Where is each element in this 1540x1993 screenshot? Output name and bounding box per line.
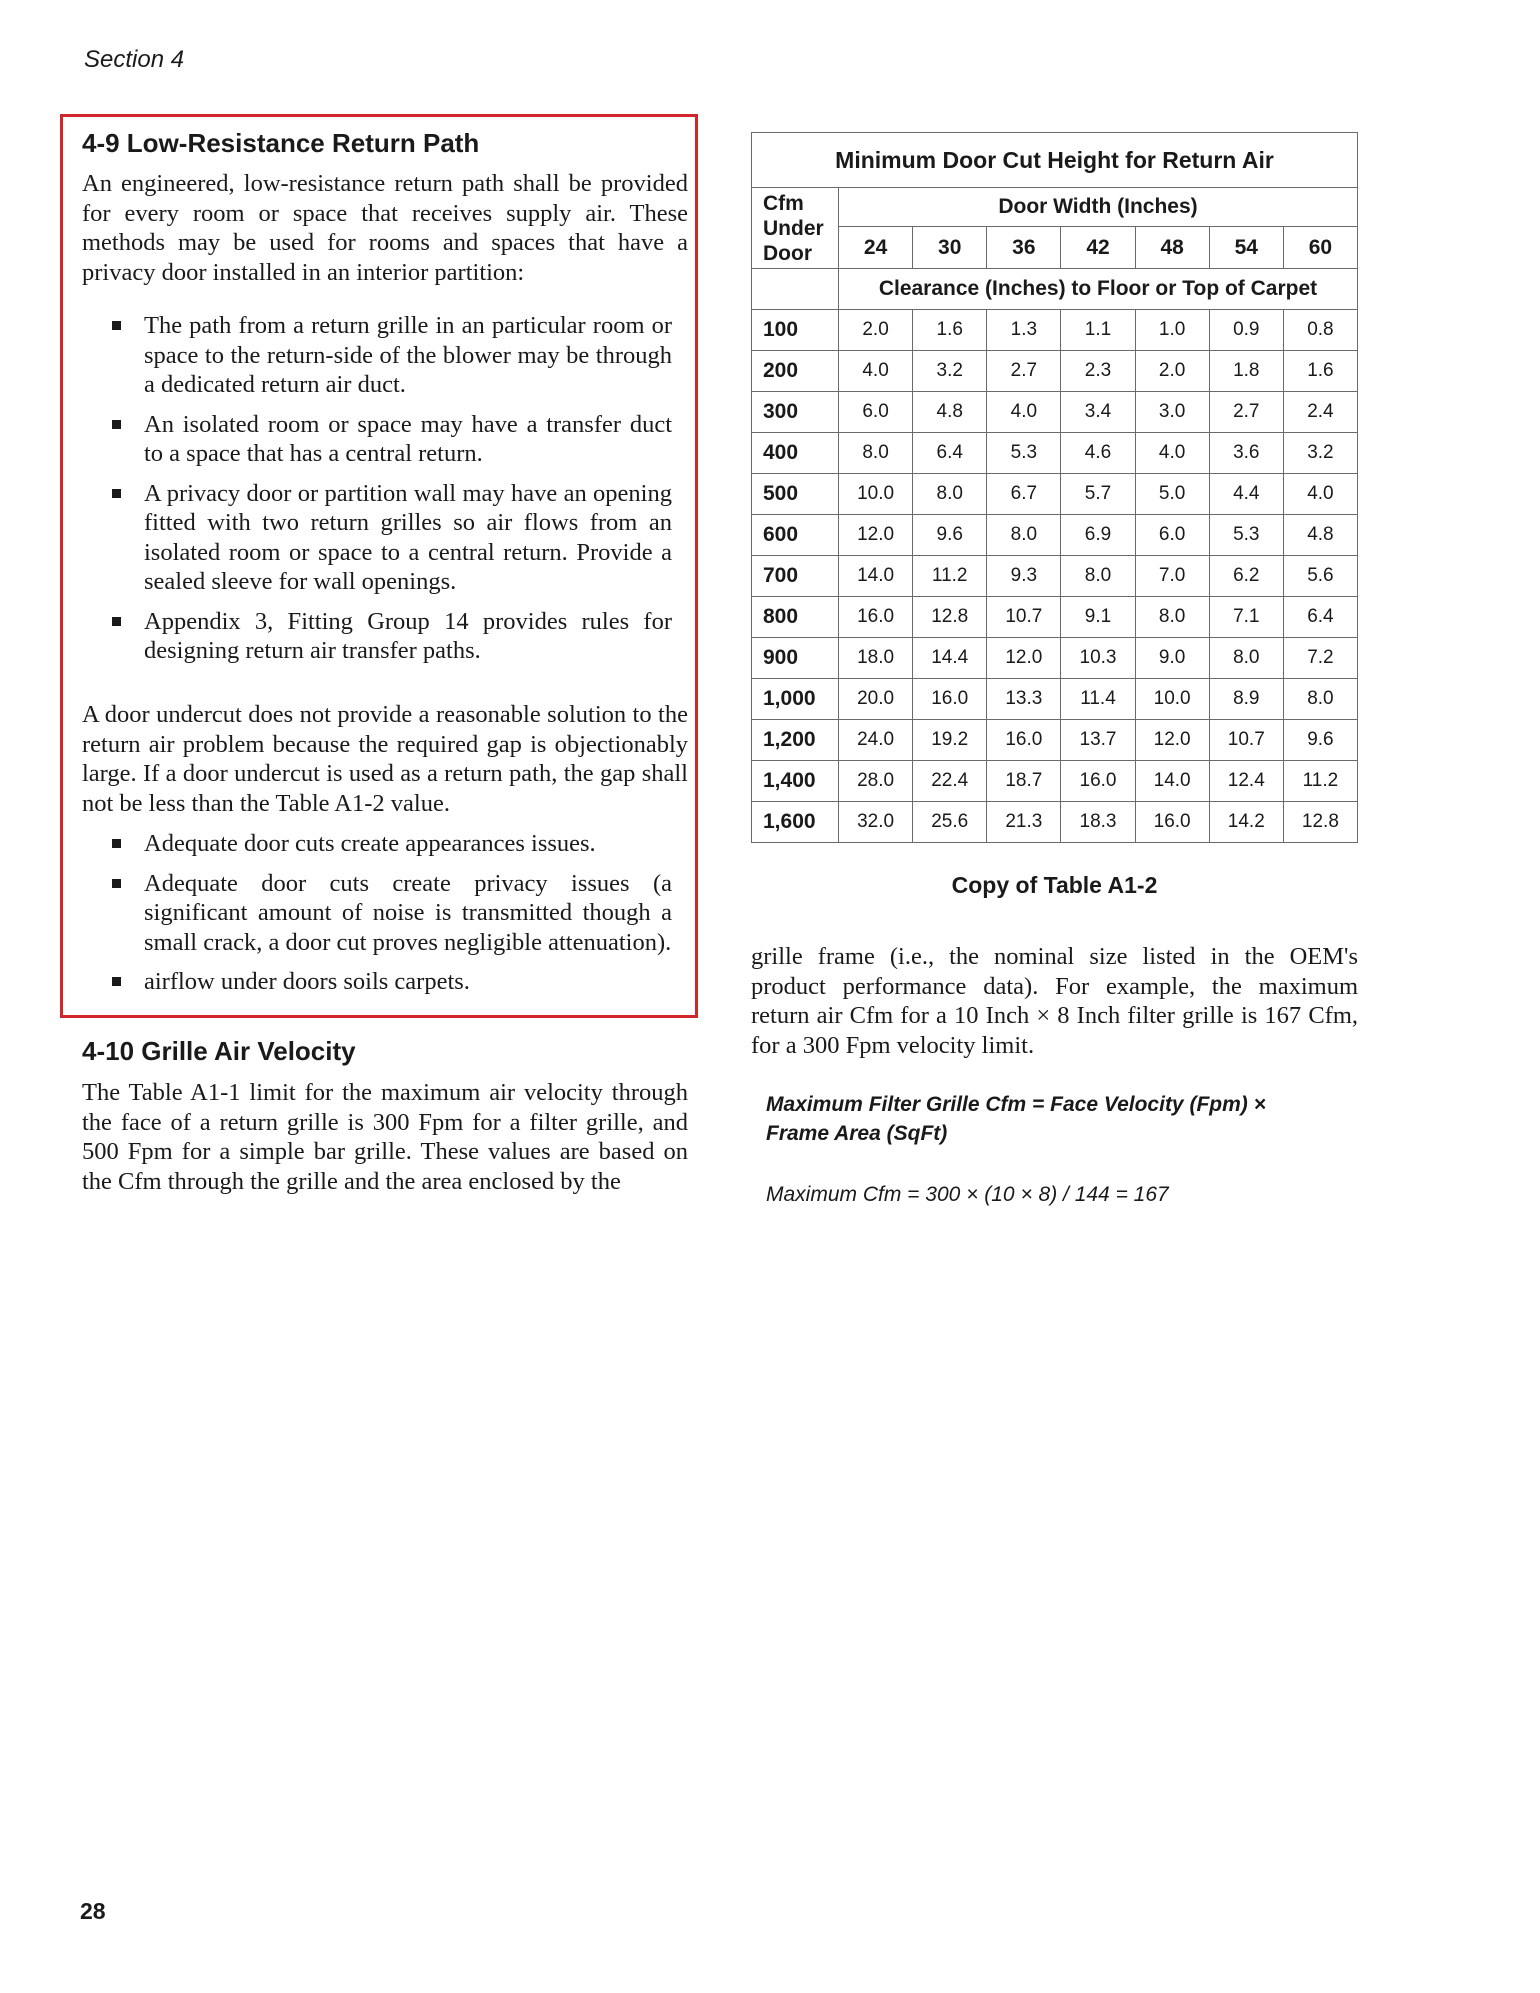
clearance-value: 5.6 <box>1283 556 1357 597</box>
clearance-value: 11.2 <box>913 556 987 597</box>
clearance-value: 1.3 <box>987 310 1061 351</box>
clearance-value: 16.0 <box>1135 802 1209 843</box>
clearance-value: 19.2 <box>913 720 987 761</box>
clearance-value: 6.4 <box>1283 597 1357 638</box>
table-caption: Copy of Table A1-2 <box>951 872 1158 898</box>
table-row <box>752 761 1358 802</box>
clearance-value: 10.3 <box>1061 638 1135 679</box>
cfm-value: 1,000 <box>752 679 839 720</box>
clearance-value: 12.0 <box>1135 720 1209 761</box>
clearance-value: 8.0 <box>839 433 913 474</box>
clearance-value: 10.0 <box>839 474 913 515</box>
clearance-value: 14.0 <box>839 556 913 597</box>
clearance-value: 6.2 <box>1209 556 1283 597</box>
clearance-value: 0.8 <box>1283 310 1357 351</box>
list-item: A privacy door or partition wall may have an opening fitted with two return grilles so air flows from an isolated room or space to a central return. Provide a sealed sleeve for wall openings. <box>104 479 672 597</box>
clearance-value: 5.7 <box>1061 474 1135 515</box>
clearance-value: 12.4 <box>1209 761 1283 802</box>
clearance-value: 4.4 <box>1209 474 1283 515</box>
table-spacer-cell <box>752 269 839 310</box>
clearance-value: 8.0 <box>1209 638 1283 679</box>
clearance-value: 6.0 <box>839 392 913 433</box>
clearance-value: 7.2 <box>1283 638 1357 679</box>
clearance-value: 2.7 <box>987 351 1061 392</box>
table-row <box>752 679 1358 720</box>
clearance-value: 0.9 <box>1209 310 1283 351</box>
clearance-value: 16.0 <box>913 679 987 720</box>
door-width-value: 30 <box>913 227 987 269</box>
cfm-value: 900 <box>752 638 839 679</box>
clearance-value: 12.8 <box>913 597 987 638</box>
section-4-9-undercut-bullet-list <box>104 829 672 997</box>
list-item: Adequate door cuts create privacy issues (a significant amount of noise is transmitted though a small crack, a door cut proves negligible attenuation). <box>104 869 672 958</box>
door-width-values-row <box>752 227 1358 269</box>
clearance-value: 3.0 <box>1135 392 1209 433</box>
clearance-value: 8.0 <box>1283 679 1357 720</box>
clearance-value: 11.4 <box>1061 679 1135 720</box>
clearance-value: 9.6 <box>1283 720 1357 761</box>
door-width-header: Door Width (Inches) <box>839 188 1358 227</box>
clearance-value: 4.8 <box>913 392 987 433</box>
clearance-value: 2.4 <box>1283 392 1357 433</box>
list-item: Appendix 3, Fitting Group 14 provides rules for designing return air transfer paths. <box>104 607 672 666</box>
clearance-value: 5.0 <box>1135 474 1209 515</box>
table-body <box>752 310 1358 843</box>
page-number: 28 <box>80 1898 106 1924</box>
clearance-value: 9.3 <box>987 556 1061 597</box>
table-row <box>752 556 1358 597</box>
table-row <box>752 802 1358 843</box>
door-width-value: 24 <box>839 227 913 269</box>
clearance-value: 18.7 <box>987 761 1061 802</box>
table-row <box>752 638 1358 679</box>
clearance-value: 7.0 <box>1135 556 1209 597</box>
table-row <box>752 392 1358 433</box>
clearance-value: 1.1 <box>1061 310 1135 351</box>
clearance-value: 6.9 <box>1061 515 1135 556</box>
clearance-value: 14.0 <box>1135 761 1209 802</box>
clearance-value: 32.0 <box>839 802 913 843</box>
clearance-value: 14.4 <box>913 638 987 679</box>
table-row <box>752 515 1358 556</box>
clearance-value: 21.3 <box>987 802 1061 843</box>
table-row <box>752 310 1358 351</box>
clearance-value: 12.0 <box>839 515 913 556</box>
clearance-value: 10.7 <box>1209 720 1283 761</box>
clearance-value: 14.2 <box>1209 802 1283 843</box>
clearance-value: 4.0 <box>839 351 913 392</box>
clearance-value: 1.8 <box>1209 351 1283 392</box>
clearance-value: 2.0 <box>839 310 913 351</box>
clearance-value: 18.3 <box>1061 802 1135 843</box>
clearance-value: 8.0 <box>1135 597 1209 638</box>
clearance-value: 16.0 <box>839 597 913 638</box>
cfm-value: 700 <box>752 556 839 597</box>
door-cut-table <box>751 132 1358 843</box>
clearance-value: 10.0 <box>1135 679 1209 720</box>
clearance-value: 9.6 <box>913 515 987 556</box>
clearance-value: 18.0 <box>839 638 913 679</box>
table-row <box>752 720 1358 761</box>
list-item: airflow under doors soils carpets. <box>104 967 672 997</box>
clearance-value: 1.6 <box>1283 351 1357 392</box>
grille-frame-text: grille frame (i.e., the nominal size listed in the OEM's product performance data). For example, the maximum return air Cfm for a 10 Inch × 8 Inch filter grille is 167 Cfm, for a 300 Fpm velocity limit. <box>751 943 1358 1059</box>
section-4-10-text: The Table A1-1 limit for the maximum air velocity through the face of a return grille is 300 Fpm for a filter grille, and 500 Fpm for a simple bar grille. These values are based on the Cfm through the grille and the area enclosed by the <box>82 1079 688 1195</box>
clearance-value: 4.8 <box>1283 515 1357 556</box>
clearance-value: 13.3 <box>987 679 1061 720</box>
formula-definition: Maximum Filter Grille Cfm = Face Velocity (Fpm) × Frame Area (SqFt) <box>766 1093 1266 1145</box>
cfm-value: 500 <box>752 474 839 515</box>
cfm-value: 800 <box>752 597 839 638</box>
clearance-value: 28.0 <box>839 761 913 802</box>
cfm-value: 600 <box>752 515 839 556</box>
clearance-value: 12.8 <box>1283 802 1357 843</box>
section-label: Section 4 <box>84 46 185 73</box>
table-row <box>752 351 1358 392</box>
clearance-value: 8.0 <box>1061 556 1135 597</box>
clearance-value: 5.3 <box>1209 515 1283 556</box>
cfm-value: 200 <box>752 351 839 392</box>
table-title: Minimum Door Cut Height for Return Air <box>752 133 1358 188</box>
clearance-value: 2.3 <box>1061 351 1135 392</box>
clearance-value: 20.0 <box>839 679 913 720</box>
clearance-value: 5.3 <box>987 433 1061 474</box>
list-item: An isolated room or space may have a transfer duct to a space that has a central return. <box>104 410 672 469</box>
formula-example: Maximum Cfm = 300 × (10 × 8) / 144 = 167 <box>766 1183 1169 1206</box>
section-4-9-heading: 4-9 Low-Resistance Return Path <box>82 128 480 158</box>
section-4-9-undercut-text: A door undercut does not provide a reasonable solution to the return air problem because the required gap is objectionably large. If a door undercut is used as a return path, the gap shall not be less than the Table A1-2 value. <box>82 701 688 817</box>
clearance-value: 4.0 <box>987 392 1061 433</box>
cfm-column-header: Cfm Under Door <box>752 188 839 269</box>
table-row <box>752 597 1358 638</box>
clearance-value: 9.1 <box>1061 597 1135 638</box>
section-4-10-heading: 4-10 Grille Air Velocity <box>82 1036 356 1066</box>
clearance-value: 4.0 <box>1283 474 1357 515</box>
clearance-value: 8.9 <box>1209 679 1283 720</box>
clearance-value: 8.0 <box>913 474 987 515</box>
clearance-value: 22.4 <box>913 761 987 802</box>
clearance-value: 6.7 <box>987 474 1061 515</box>
door-width-value: 42 <box>1061 227 1135 269</box>
door-width-value: 36 <box>987 227 1061 269</box>
section-4-9-intro: An engineered, low-resistance return path shall be provided for every room or space that receives supply air. These methods may be used for rooms and spaces that have a privacy door installed in an interior partition: <box>82 170 688 286</box>
cfm-value: 300 <box>752 392 839 433</box>
cfm-value: 1,200 <box>752 720 839 761</box>
table-row <box>752 474 1358 515</box>
clearance-value: 3.6 <box>1209 433 1283 474</box>
clearance-value: 4.0 <box>1135 433 1209 474</box>
clearance-value: 3.4 <box>1061 392 1135 433</box>
section-4-9-bullet-list <box>104 311 672 666</box>
list-item: Adequate door cuts create appearances issues. <box>104 829 672 859</box>
cfm-value: 400 <box>752 433 839 474</box>
clearance-value: 3.2 <box>913 351 987 392</box>
clearance-value: 13.7 <box>1061 720 1135 761</box>
clearance-value: 3.2 <box>1283 433 1357 474</box>
cfm-value: 1,400 <box>752 761 839 802</box>
table-row <box>752 433 1358 474</box>
clearance-value: 9.0 <box>1135 638 1209 679</box>
clearance-value: 6.4 <box>913 433 987 474</box>
clearance-value: 7.1 <box>1209 597 1283 638</box>
clearance-value: 16.0 <box>987 720 1061 761</box>
clearance-value: 4.6 <box>1061 433 1135 474</box>
clearance-value: 8.0 <box>987 515 1061 556</box>
cfm-value: 1,600 <box>752 802 839 843</box>
door-width-value: 60 <box>1283 227 1357 269</box>
clearance-header: Clearance (Inches) to Floor or Top of Carpet <box>839 269 1358 310</box>
clearance-value: 10.7 <box>987 597 1061 638</box>
clearance-value: 12.0 <box>987 638 1061 679</box>
clearance-value: 25.6 <box>913 802 987 843</box>
door-width-value: 54 <box>1209 227 1283 269</box>
clearance-value: 11.2 <box>1283 761 1357 802</box>
clearance-value: 6.0 <box>1135 515 1209 556</box>
list-item: The path from a return grille in an particular room or space to the return-side of the blower may be through a dedicated return air duct. <box>104 311 672 400</box>
cfm-value: 100 <box>752 310 839 351</box>
clearance-value: 24.0 <box>839 720 913 761</box>
clearance-value: 1.6 <box>913 310 987 351</box>
door-width-value: 48 <box>1135 227 1209 269</box>
clearance-value: 1.0 <box>1135 310 1209 351</box>
clearance-value: 2.0 <box>1135 351 1209 392</box>
clearance-value: 2.7 <box>1209 392 1283 433</box>
clearance-value: 16.0 <box>1061 761 1135 802</box>
